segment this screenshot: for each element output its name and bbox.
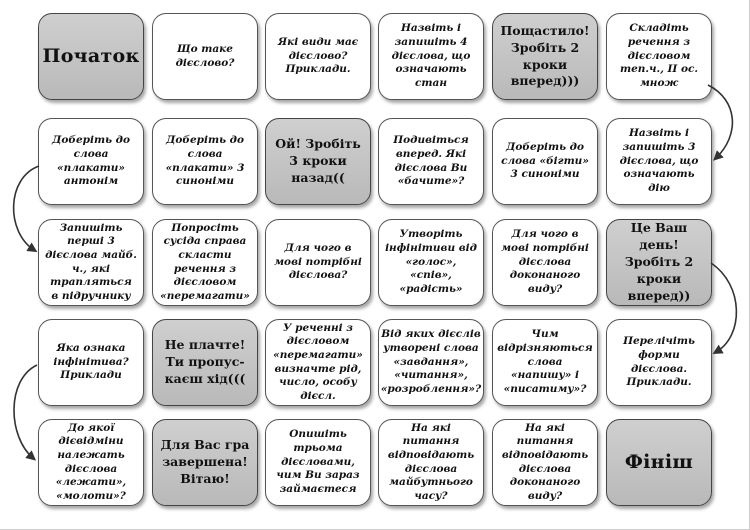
board-cell-r5-c2: Для Вас гра завершена! Вітаю!: [152, 419, 258, 506]
board-cell-r3-c5: Для чого в мові потрібні дієслова доконаного виду?: [492, 219, 598, 306]
board-cell-r2-c5: Доберіть до слова «бігти» 3 синоніми: [492, 118, 598, 205]
board-cell-r5-c5: На які питання відповідають дієслова доконаного виду?: [492, 419, 598, 506]
board-cell-r1-c2: Що таке дієслово?: [152, 13, 258, 100]
board-cell-r5-c1: До якої дієвідміни належать дієслова «лежати», «молоти»?: [38, 419, 144, 506]
board-cell-r1-c1: Початок: [38, 13, 144, 100]
board-cell-r2-c3: Ой! Зробіть 3 кроки назад((: [265, 118, 371, 205]
board-cell-r5-c4: На які питання відповідають дієслова майбутнього часу?: [378, 419, 484, 506]
board-cell-r4-c5: Чим відрізняються слова «напишу» і «писатиму»?: [492, 319, 598, 406]
board-cell-r5-c6: Фініш: [606, 419, 712, 506]
board-cell-r2-c6: Назвіть і запишіть 3 дієслова, що означають дію: [606, 118, 712, 205]
board-cell-r1-c3: Які види має дієслово? Приклади.: [265, 13, 371, 100]
board-cell-r3-c4: Утворіть інфінітиви від «голос», «спів», «радість»: [378, 219, 484, 306]
board-cell-r1-c6: Складіть речення з дієсловом теп.ч., ІІ ос. множ: [606, 13, 712, 100]
board-cell-r4-c6: Перелічіть форми дієслова. Приклади.: [606, 319, 712, 406]
board-cell-r3-c2: Попросіть сусіда справа скласти речення з дієсловом «перемагати»: [152, 219, 258, 306]
board-cell-r3-c3: Для чого в мові потрібні дієслова?: [265, 219, 371, 306]
board-cell-r2-c1: Доберіть до слова «плакати» антонім: [38, 118, 144, 205]
board-cell-r2-c2: Доберіть до слова «плакати» 3 синоніми: [152, 118, 258, 205]
board-cell-r1-c4: Назвіть і запишіть 4 дієслова, що означають стан: [378, 13, 484, 100]
board-cell-r4-c2: Не плачте! Ти пропус-каєш хід(((: [152, 319, 258, 406]
board-cell-r4-c4: Від яких дієслів утворені слова «завдання», «читання», «розроблення»?: [378, 319, 484, 406]
board-cell-r4-c1: Яка ознака інфінітива? Приклади: [38, 319, 144, 406]
board-cell-r4-c3: У реченні з дієсловом «перемагати» визначте рід, число, особу дієсл.: [265, 319, 371, 406]
board-cell-r1-c5: Пощастило! Зробіть 2 кроки вперед))): [492, 13, 598, 100]
board-cell-r2-c4: Подивіться вперед. Які дієслова Ви «бачите»?: [378, 118, 484, 205]
board-cell-r3-c6: Це Ваш день! Зробіть 2 кроки вперед)): [606, 219, 712, 306]
board-cell-r3-c1: Запишіть перші 3 дієслова майб. ч., які трапляться в підручнику: [38, 219, 144, 306]
board-cell-r5-c3: Опишіть трьома дієсловами, чим Ви зараз займаєтеся: [265, 419, 371, 506]
